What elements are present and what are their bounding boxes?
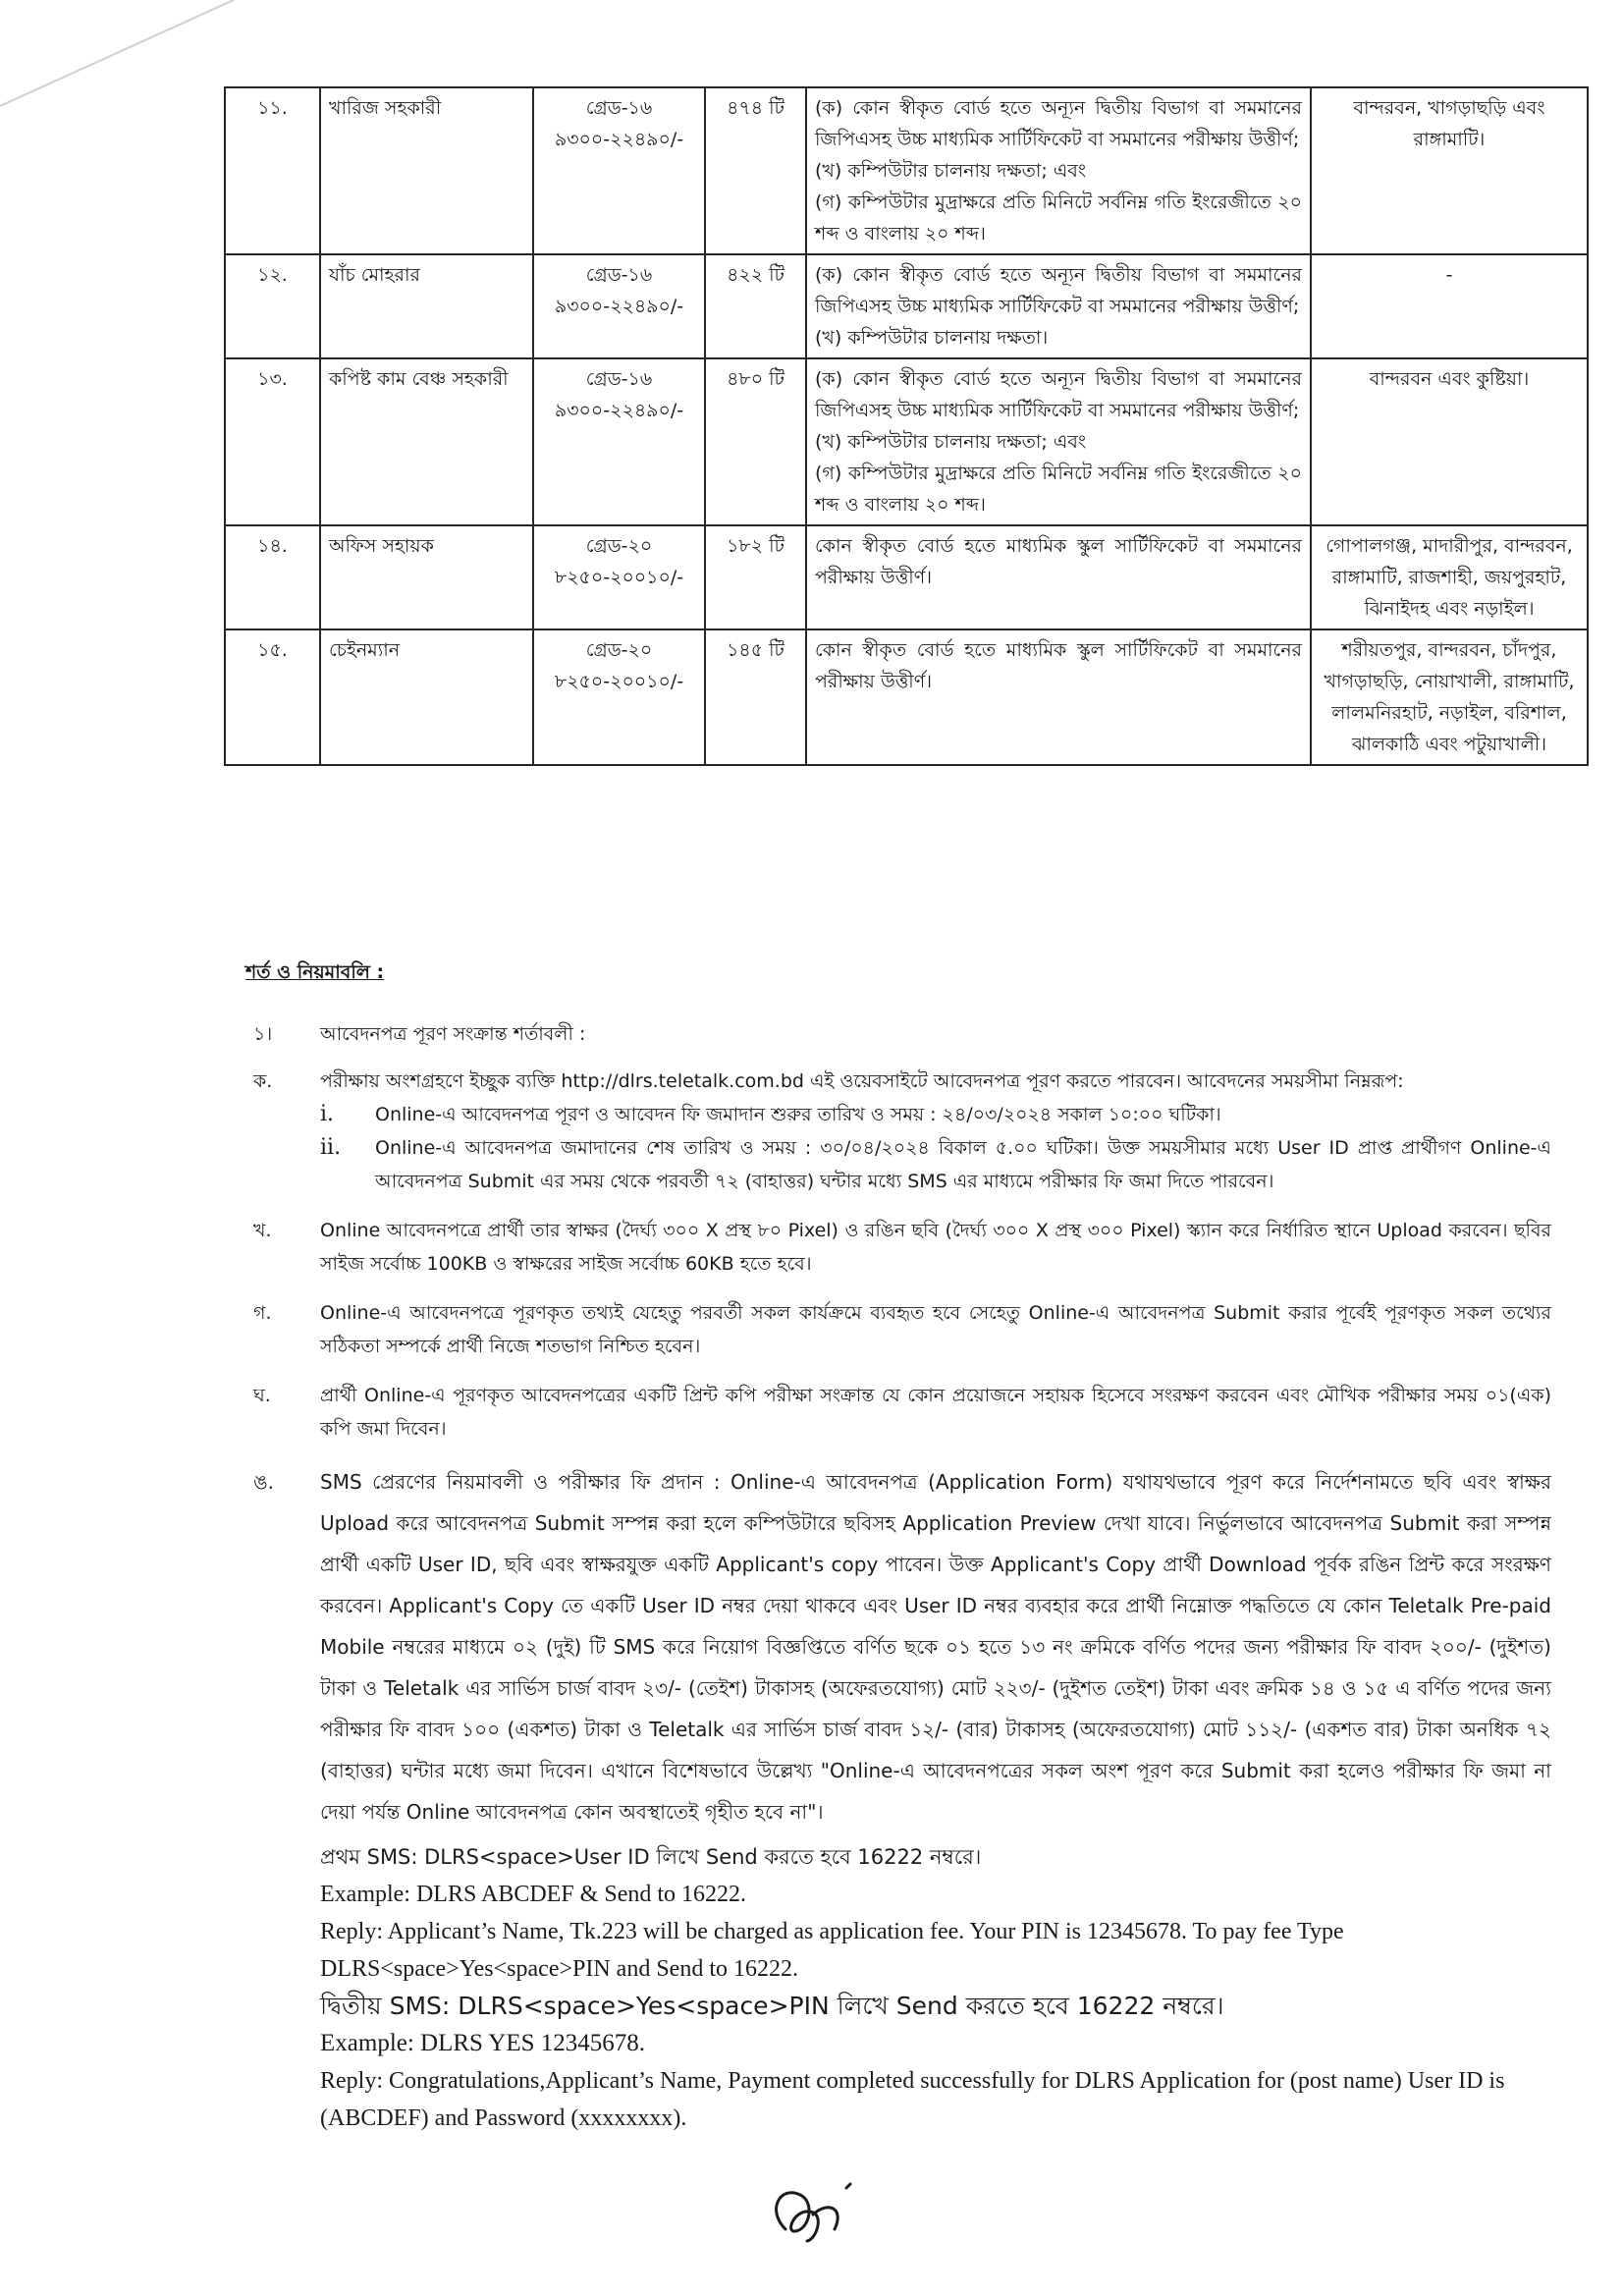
serial-cell: ১৩. [225,358,320,525]
post-name-cell: কপিষ্ট কাম বেঞ্চ সহকারী [320,358,533,525]
qualification-line: (গ) কম্পিউটার মুদ্রাক্ষরে প্রতি মিনিটে সর্বনিম্ন গতি ইংরেজীতে ২০ শব্দ ও বাংলায় ২০ শব্দ। [815,191,1302,245]
serial-cell: ১৪. [225,525,320,629]
qualification-cell [806,629,1311,765]
qualification-cell [806,358,1311,525]
grade-cell [533,525,705,629]
serial-cell: ১২. [225,254,320,358]
table-row [225,525,1588,629]
clause-ka-i-mark: i. [320,1102,335,1126]
clause-ka-ii [320,1131,1551,1198]
sms-reply-2: Reply: Congratulations,Applicant’s Name, Payment completed successfully for DLRS Application for (post name) User ID is (ABCDEF) and Password (xxxxxxxx). [320,2068,1505,2131]
post-name-cell: অফিস সহায়ক [320,525,533,629]
clause-ka [245,1065,1551,1198]
clause-1-mark: ১। [253,1023,273,1045]
post-count-cell: ১৮২ টি [705,525,806,629]
clause-uma-text: SMS প্রেরণের নিয়মাবলী ও পরীক্ষার ফি প্রদান : Online-এ আবেদনপত্র (Application Form) যথাযথভাবে পূরণ করে নির্দেশনামতে ছবি এবং স্বাক্ষর Upload করে আবেদনপত্র Submit সম্পন্ন করা হলে কম্পিউটারে ছবিসহ Application Preview দেখা যাবে। নির্ভুলভাবে আবেদনপত্র Submit করা সম্পন্ন প্রার্থী একটি User ID, ছবি এবং স্বাক্ষরযুক্ত একটি Applicant's copy পাবেন। উক্ত Applicant's Copy প্রার্থী Download পূর্বক রঙিন প্রিন্ট করে সংরক্ষণ করবেন। Applicant's Copy তে একটি User ID নম্বর দেয়া থাকবে এবং User ID নম্বর ব্যবহার করে প্রার্থী নিম্নোক্ত পদ্ধতিতে যে কোন Teletalk Pre-paid Mobile নম্বরের মাধ্যমে ০২ (দুই) টি SMS করে নিয়োগ বিজ্ঞপ্তিতে বর্ণিত ছকে ০১ হতে ১৩ নং ক্রমিকে বর্ণিত পদের জন্য পরীক্ষার ফি বাবদ ২০০/- (দুইশত) টাকা ও Teletalk এর সার্ভিস চার্জ বাবদ ২৩/- (তেইশ) টাকাসহ (অফেরতযোগ্য) মোট ২২৩/- (দুইশত তেইশ) টাকা এবং ক্রমিক ১৪ ও ১৫ এ বর্ণিত পদের জন্য পরীক্ষার ফি বাবদ ১০০ (একশত) টাকা ও Teletalk এর সার্ভিস চার্জ বাবদ ১২/- (বার) টাকাসহ (অফেরতযোগ্য) মোট ১১২/- (একশত বার) টাকা অনধিক ৭২ (বাহাত্তর) ঘন্টার মধ্যে জমা দিবেন। এখানে বিশেষভাবে উল্লেখ্য "Online-এ আবেদনপত্রের সকল অংশ পূরণ করে Submit করা হলেও পরীক্ষার ফি জমা না দেয়া পর্যন্ত Online আবেদনপত্র কোন অবস্থাতেই গৃহীত হবে না"। [320,1470,1551,1824]
qualification-line: কোন স্বীকৃত বোর্ড হতে মাধ্যমিক স্কুল সার্টিফিকেট বা সমমানের পরীক্ষায় উত্তীর্ণ। [815,535,1302,588]
sms-reply-1: Reply: Applicant’s Name, Tk.223 will be charged as application fee. Your PIN is 12345678. To pay fee Type DLRS<space>Yes<space>PIN and Send to 16222. [320,1919,1344,1982]
district-cell: গোপালগঞ্জ, মাদারীপুর, বান্দরবন, রাঙ্গামাটি, রাজশাহী, জয়পুরহাট, ঝিনাইদহ এবং নড়াইল। [1311,525,1588,629]
sms-example-2: Example: DLRS YES 12345678. [320,2030,646,2056]
grade-cell [533,358,705,525]
district-cell: বান্দরবন এবং কুষ্টিয়া। [1311,358,1588,525]
table-row [225,358,1588,525]
post-name-cell: যাঁচ মোহরার [320,254,533,358]
post-count-cell: ৪২২ টি [705,254,806,358]
post-table-body [225,87,1588,765]
clause-1-text: আবেদনপত্র পূরণ সংক্রান্ত শর্তাবলী : [320,1023,586,1045]
terms-section [245,958,1551,1832]
grade-line: ৯৩০০-২২৪৯০/- [554,129,684,150]
clause-1 [245,1017,1551,1051]
clause-gha-mark: ঘ. [253,1385,271,1406]
qualification-cell [806,254,1311,358]
clause-ka-ii-text: Online-এ আবেদনপত্র জমাদানের শেষ তারিখ ও সময় : ৩০/০৪/২০২৪ বিকাল ৫.০০ ঘটিকা। উক্ত সময়সীমার মধ্যে User ID প্রাপ্ত প্রার্থীগণ Online-এ আবেদনপত্র Submit এর সময় থেকে পরবর্তী ৭২ (বাহাত্তর) ঘন্টার মধ্যে SMS এর মাধ্যমে পরীক্ষার ফি জমা দিতে পারবেন। [375,1137,1551,1192]
grade-cell [533,629,705,765]
grade-line: ৮২৫০-২০০১০/- [554,671,684,692]
sms-instructions [320,1838,1551,2137]
grade-line: ৯৩০০-২২৪৯০/- [554,296,684,317]
qualification-line: (গ) কম্পিউটার মুদ্রাক্ষরে প্রতি মিনিটে সর্বনিম্ন গতি ইংরেজীতে ২০ শব্দ ও বাংলায় ২০ শব্দ। [815,463,1302,516]
grade-cell [533,254,705,358]
clause-gha-text: প্রার্থী Online-এ পূরণকৃত আবেদনপত্রের একটি প্রিন্ট কপি পরীক্ষা সংক্রান্ত যে কোন প্রয়োজনে সহায়ক হিসেবে সংরক্ষণ করবেন এবং মৌখিক পরীক্ষার সময় ০১(এক) কপি জমা দিবেন। [320,1385,1551,1440]
post-name-cell: খারিজ সহকারী [320,87,533,254]
grade-cell [533,87,705,254]
scan-edge-line [0,0,236,108]
post-table [224,86,1589,766]
district-cell: বান্দরবন, খাগড়াছড়ি এবং রাঙ্গামাটি। [1311,87,1588,254]
clause-ka-mark: ক. [253,1070,273,1092]
grade-line: গ্রেড-১৬ [585,368,653,390]
sms-second: দ্বিতীয় SMS: DLRS<space>Yes<space>PIN লিখে Send করতে হবে 16222 নম্বরে। [320,1992,1224,2020]
qualification-line: (খ) কম্পিউটার চালনায় দক্ষতা। [815,327,1049,349]
clause-ga-text: Online-এ আবেদনপত্রে পূরণকৃত তথ্যই যেহেতু পরবর্তী সকল কার্যক্রমে ব্যবহৃত হবে সেহেতু Online-এ আবেদনপত্র Submit করার পূর্বেই পূরণকৃত সকল তথ্যের সঠিকতা সম্পর্কে প্রার্থী নিজে শতভাগ নিশ্চিত হবেন। [320,1302,1551,1357]
clause-ga-mark: গ. [253,1302,272,1324]
qualification-cell [806,87,1311,254]
qualification-cell [806,525,1311,629]
clause-kha [245,1214,1551,1281]
clause-kha-mark: খ. [253,1220,272,1241]
post-count-cell: ৪৭৪ টি [705,87,806,254]
clause-ga [245,1296,1551,1363]
clause-ka-text: পরীক্ষায় অংশগ্রহণে ইচ্ছুক ব্যক্তি http://dlrs.teletalk.com.bd এই ওয়েবসাইটে আবেদনপত্র পূরণ করতে পারবেন। আবেদনের সময়সীমা নিম্নরূপ: [320,1070,1404,1092]
post-count-cell: ১৪৫ টি [705,629,806,765]
grade-line: গ্রেড-১৬ [585,264,653,286]
clause-kha-text: Online আবেদনপত্রে প্রার্থী তার স্বাক্ষর (দৈর্ঘ্য ৩০০ X প্রস্থ ৮০ Pixel) ও রঙিন ছবি (দৈর্ঘ্য ৩০০ X প্রস্থ ৩০০ Pixel) স্ক্যান করে নির্ধারিত স্থানে Upload করবেন। ছবির সাইজ সর্বোচ্চ 100KB ও স্বাক্ষরের সাইজ সর্বোচ্চ 60KB হতে হবে। [320,1220,1551,1275]
qualification-line: (খ) কম্পিউটার চালনায় দক্ষতা; এবং [815,160,1087,182]
post-count-cell: ৪৮০ টি [705,358,806,525]
table-row [225,254,1588,358]
grade-line: গ্রেড-২০ [585,535,653,557]
qualification-line: (ক) কোন স্বীকৃত বোর্ড হতে অন্যূন দ্বিতীয় বিভাগ বা সমমানের জিপিএসহ উচ্চ মাধ্যমিক সার্টিফিকেট বা সমমানের পরীক্ষায় উত্তীর্ণ; [815,264,1302,317]
clause-uma [245,1461,1551,1832]
district-cell: শরীয়তপুর, বান্দরবন, চাঁদপুর, খাগড়াছড়ি, নোয়াখালী, রাঙ্গামাটি, লালমনিরহাট, নড়াইল, বরিশাল, ঝালকাঠি এবং পটুয়াখালী। [1311,629,1588,765]
grade-line: গ্রেড-১৬ [585,97,653,119]
sms-example-1: Example: DLRS ABCDEF & Send to 16222. [320,1882,747,1907]
clause-ka-ii-mark: ii. [320,1135,342,1160]
district-cell: - [1311,254,1588,358]
clause-ka-i [320,1098,1551,1131]
grade-line: ৮২৫০-২০০১০/- [554,567,684,588]
qualification-line: (ক) কোন স্বীকৃত বোর্ড হতে অন্যূন দ্বিতীয় বিভাগ বা সমমানের জিপিএসহ উচ্চ মাধ্যমিক সার্টিফিকেট বা সমমানের পরীক্ষায় উত্তীর্ণ; [815,368,1302,421]
clause-ka-i-text: Online-এ আবেদনপত্র পূরণ ও আবেদন ফি জমাদান শুরুর তারিখ ও সময় : ২৪/০৩/২০২৪ সকাল ১০:০০ ঘটিকা। [375,1104,1221,1125]
qualification-line: (ক) কোন স্বীকৃত বোর্ড হতে অন্যূন দ্বিতীয় বিভাগ বা সমমানের জিপিএসহ উচ্চ মাধ্যমিক সার্টিফিকেট বা সমমানের পরীক্ষায় উত্তীর্ণ; [815,97,1302,150]
table-row [225,87,1588,254]
grade-line: গ্রেড-২০ [585,639,653,661]
clause-gha [245,1379,1551,1446]
qualification-line: (খ) কম্পিউটার চালনায় দক্ষতা; এবং [815,431,1087,453]
serial-cell: ১৫. [225,629,320,765]
terms-heading: শর্ত ও নিয়মাবলি : [245,961,385,983]
clause-uma-mark: ঙ. [253,1470,275,1494]
sms-first: প্রথম SMS: DLRS<space>User ID লিখে Send করতে হবে 16222 নম্বরে। [320,1845,982,1869]
table-row [225,629,1588,765]
post-name-cell: চেইনম্যান [320,629,533,765]
signature-mark [756,2170,884,2259]
qualification-line: কোন স্বীকৃত বোর্ড হতে মাধ্যমিক স্কুল সার্টিফিকেট বা সমমানের পরীক্ষায় উত্তীর্ণ। [815,639,1302,692]
grade-line: ৯৩০০-২২৪৯০/- [554,400,684,421]
serial-cell: ১১. [225,87,320,254]
